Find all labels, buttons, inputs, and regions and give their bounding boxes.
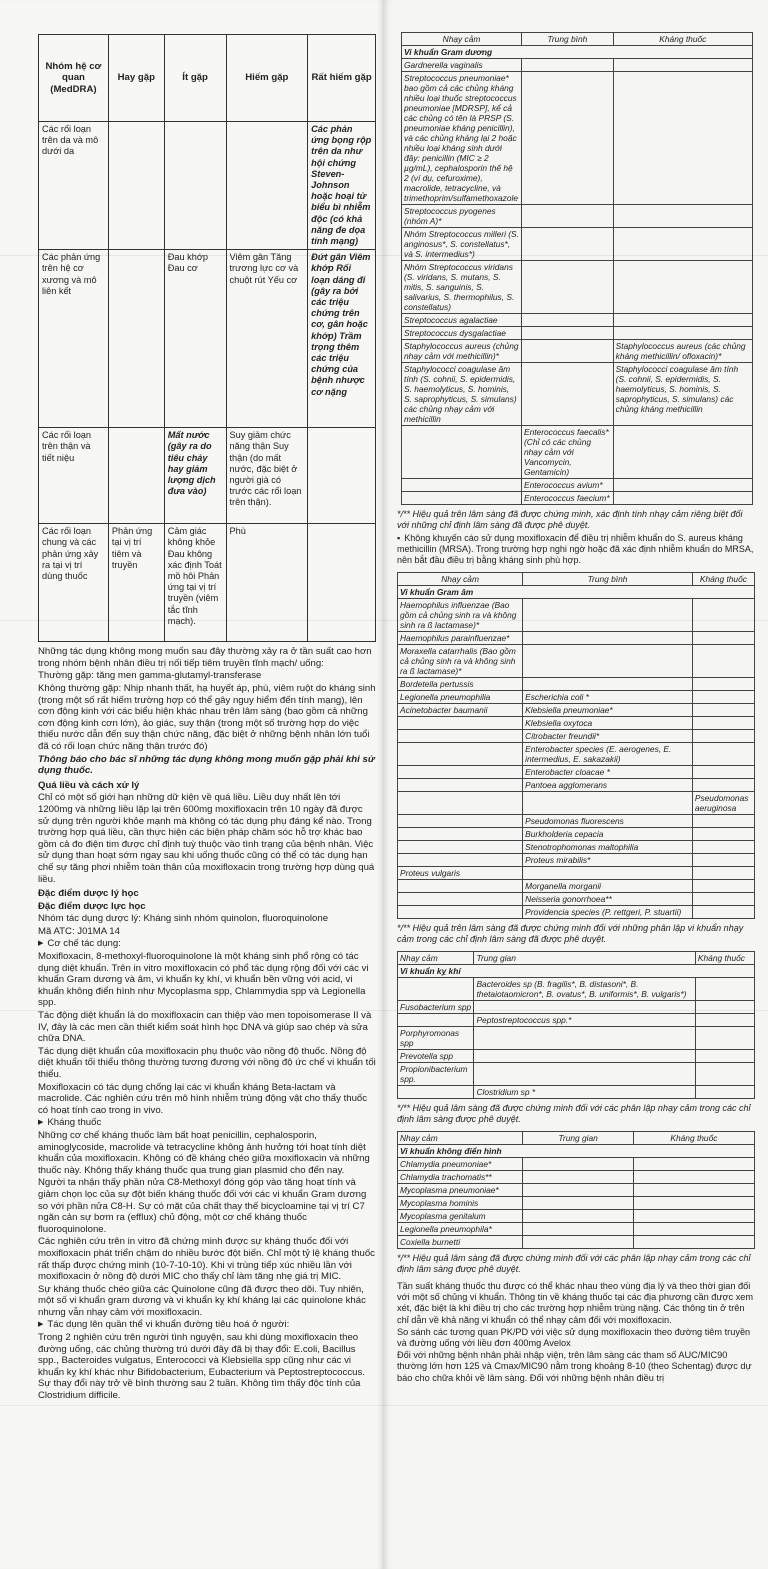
table-row (398, 828, 755, 841)
resistant-cell (692, 867, 754, 880)
header-intermediate: Trung gian (474, 952, 695, 965)
mrsa-note: ▪ Không khuyến cáo sử dụng moxifloxacin để điều trị nhiễm khuẩn do S. aureus kháng methicillin (MRSA). Trong trường hợp nghi ngờ hoặc đã xác định nhiễm khuẩn do MRSA, nên bắt đầu điều trị bằng kháng sinh phù hợp. (397, 533, 755, 566)
susceptible-cell: Prevotella spp (398, 1050, 474, 1063)
organ-class-cell: Các rối loạn trên da và mô dưới da (39, 122, 109, 250)
table-row (398, 1171, 755, 1184)
intermediate-cell (523, 645, 693, 678)
paragraph: Nhóm tác dụng dược lý: Kháng sinh nhóm quinolon, fluoroquinolone (38, 913, 329, 925)
table-row (398, 678, 755, 691)
susceptibility-table-gram-positive (401, 32, 753, 505)
susceptible-cell: Porphyromonas spp (398, 1027, 474, 1050)
resistant-cell (613, 327, 752, 340)
intermediate-cell (523, 1223, 634, 1236)
resistant-cell (613, 72, 752, 205)
susceptible-cell: Proteus vulgaris (398, 867, 523, 880)
atc-code: Mã ATC: J01MA 14 (38, 925, 120, 937)
header-rare: Hiếm gặp (226, 35, 308, 122)
intermediate-cell (523, 1210, 634, 1223)
table-row (398, 841, 755, 854)
table-row (402, 314, 753, 327)
table-note: */** Hiệu quả lâm sàng đã được chứng minh đối với các phân lập nhạy cảm trong các chỉ định lâm sàng được phê duyệt. (397, 1253, 751, 1274)
intermediate-cell (523, 1236, 634, 1249)
table-row (398, 1223, 755, 1236)
organ-class-cell: Các phản ứng trên hệ cơ xương và mô liên kết (39, 250, 109, 428)
paragraph: Tác dụng diệt khuẩn của moxifloxacin phụ thuộc vào nồng độ thuốc. Nồng độ diệt khuẩn tối thiểu thông thường tương đương với nồng độ ức chế vi khuẩn tối thiểu. (38, 1045, 376, 1081)
paragraph: So sánh các tương quan PK/PD với việc sử dụng moxifloxacin theo đường tiêm truyền và đường uống với liều đơn 400mg Avelox (397, 1326, 751, 1349)
resistant-cell (692, 730, 754, 743)
common-cell (108, 122, 164, 250)
resistant-cell (692, 906, 754, 919)
intermediate-cell: Klebsiella pneumoniae* (523, 704, 693, 717)
header-uncommon: Ít gặp (164, 35, 226, 122)
resistant-cell (695, 1050, 754, 1063)
table-row (398, 1210, 755, 1223)
intermediate-cell (521, 340, 613, 363)
table-row (398, 645, 755, 678)
header-resistant: Kháng thuốc (613, 33, 752, 46)
fold-line (0, 1010, 768, 1011)
table-header-row (402, 33, 753, 46)
susceptible-cell: Acinetobacter baumanii (398, 704, 523, 717)
paragraph: Chỉ có một số giới hạn những dữ kiện về quá liều. Liều duy nhất lên tới 1200mg và những liều lặp lại trên 600mg moxifloxacin trên 10 ngày đã được sử dụng trên người khỏe mạnh mà không có tác dụng phụ đáng kể nào. Trong trường hợp quá liều, cần thực hiện các biện pháp chăm sóc hỗ trợ khác bao gồm cả đo điện tim được chỉ định tuỳ thuộc vào tình trạng của bệnh nhân. Việc sử dụng than hoạt sớm ngay sau khi uống thuốc cũng có thể có tác dụng hạn chế sự tăng phơi nhiễm toàn thân của moxifloxacin trong trường hợp dùng quá liều. (38, 792, 375, 885)
report-notice: Thông báo cho bác sĩ những tác dụng không mong muốn gặp phải khi sử dụng thuốc. (38, 753, 375, 777)
resistant-cell (692, 691, 754, 704)
very-rare-cell (308, 524, 376, 642)
intermediate-cell: Klebsiella oxytoca (523, 717, 693, 730)
group-label: Vi khuẩn không điển hình (398, 1145, 755, 1158)
resistant-cell: Staphylococcus aureus (các chủng kháng methicillin/ ofloxacin)* (613, 340, 752, 363)
table-row (398, 779, 755, 792)
susceptible-cell: Bordetella pertussis (398, 678, 523, 691)
post-table-text (38, 646, 376, 1401)
group-row (402, 46, 753, 59)
resistant-cell: Pseudomonas aeruginosa (692, 792, 754, 815)
susceptible-cell (398, 906, 523, 919)
header-resistant: Kháng thuốc (692, 573, 754, 586)
table-row (402, 492, 753, 505)
header-organ-class: Nhóm hệ cơ quan (MedDRA) (39, 35, 109, 122)
susceptible-cell: Haemophilus influenzae (Bao gồm cả chủng sinh ra và không sinh ra ß lactamase)* (398, 599, 523, 632)
susceptible-cell: Nhóm Streptococcus milleri (S. anginosus*, S. constellatus*, và S. intermedius*) (402, 228, 522, 261)
intermediate-cell (523, 1158, 634, 1171)
susceptible-cell: Nhóm Streptococcus viridans (S. viridans, S. mutans, S. mitis, S. sanguinis, S. salivarius, S. thermophilus, S. constellatus) (402, 261, 522, 314)
susceptible-cell: Propionibacterium spp. (398, 1063, 474, 1086)
intermediate-cell (474, 1063, 695, 1086)
paragraph: Tần suất kháng thuốc thu được có thể khác nhau theo vùng địa lý và theo thời gian đối với một số chủng vi khuẩn. Thông tin về kháng thuốc tại các địa phương cần được xem xét, đặc biệt là khi điều trị cho các trường hợp nhiễm trùng nặng. Các thông tin ở trên chỉ dẫn về khả năng vi khuẩn có thể nhạy cảm đối với moxifloxacin. (397, 1281, 754, 1325)
table-note: */** Hiệu quả trên lâm sàng đã được chứng minh, xác định tính nhạy cảm riêng biệt đối với những chỉ định lâm sàng đã được phê duyệt. (397, 509, 743, 530)
header-susceptible: Nhạy cảm (402, 33, 522, 46)
uncommon-cell (164, 122, 226, 250)
table-row (39, 122, 376, 250)
resistant-cell (695, 1027, 754, 1050)
intermediate-cell: Escherichia coli * (523, 691, 693, 704)
fold-line (0, 1405, 768, 1406)
susceptible-cell (398, 717, 523, 730)
resistant-cell (692, 779, 754, 792)
intermediate-cell: Enterobacter cloacae * (523, 766, 693, 779)
table-row (398, 880, 755, 893)
resistant-cell (692, 704, 754, 717)
susceptible-cell (398, 1014, 474, 1027)
table-header-row (398, 573, 755, 586)
subheading-gut-flora: ▶ Tác dụng lên quần thể vi khuẩn đường tiêu hoá ở người: (38, 1319, 376, 1331)
resistant-cell (695, 978, 754, 1001)
header-susceptible: Nhạy cảm (398, 952, 474, 965)
susceptible-cell: Gardnerella vaginalis (402, 59, 522, 72)
table-row (398, 1001, 755, 1014)
intermediate-cell (474, 1050, 695, 1063)
intermediate-cell: Citrobacter freundii* (523, 730, 693, 743)
group-label: Vi khuẩn kỵ khí (398, 965, 755, 978)
intermediate-cell (474, 1001, 695, 1014)
susceptible-cell (398, 730, 523, 743)
intermediate-cell: Enterococcus faecium* (521, 492, 613, 505)
susceptible-cell: Haemophilus parainfluenzae* (398, 632, 523, 645)
table-row (402, 426, 753, 479)
rare-cell: Suy giảm chức năng thận Suy thận (do mất nước, đặc biệt ở người già có trước các rối loạn trên thận). (226, 428, 308, 524)
resistant-cell (633, 1236, 754, 1249)
table-row (39, 428, 376, 524)
resistant-cell (633, 1223, 754, 1236)
susceptible-cell: Streptococcus pyogenes (nhóm A)* (402, 205, 522, 228)
susceptible-cell: Legionella pneumophila* (398, 1223, 523, 1236)
susceptible-cell (398, 893, 523, 906)
table-row (398, 766, 755, 779)
group-row (398, 1145, 755, 1158)
header-susceptible: Nhạy cảm (398, 1132, 523, 1145)
susceptible-cell: Streptococcus dysgalactiae (402, 327, 522, 340)
resistant-cell (692, 815, 754, 828)
resistant-cell (695, 1086, 754, 1099)
table-row (398, 1197, 755, 1210)
susceptible-cell: Chlamydia trachomatis** (398, 1171, 523, 1184)
table-row (398, 893, 755, 906)
adverse-effects-header-row (39, 35, 376, 122)
paragraph: Những cơ chế kháng thuốc làm bất hoạt penicillin, cephalosporin, aminoglycoside, macrolide và tetracycline không ảnh hưởng tới hoạt tính diệt khuẩn của moxifloxacin. Không có đề kháng chéo giữa moxifloxacin và những thuốc này. Không thấy kháng thuốc qua trung gian plasmid cho đến nay. (38, 1129, 370, 1176)
resistant-cell (613, 205, 752, 228)
paragraph: Sự kháng thuốc chéo giữa các Quinolone cũng đã được theo dõi. Tuy nhiên, một số vi khuẩn gram dương và vi khuẩn kỵ khí kháng lại các quinolone khác nhưng vẫn nhạy cảm với moxifloxacin. (38, 1283, 366, 1318)
header-intermediate: Trung bình (523, 573, 693, 586)
adverse-effects-table (38, 34, 376, 642)
very-rare-cell: Đứt gân Viêm khớp Rối loạn dáng đi (gây ra bởi các triệu chứng trên cơ, gân hoặc khớp) Trầm trọng thêm các triệu chứng của bệnh nhược cơ nặng (308, 250, 376, 428)
very-rare-cell: Các phản ứng bọng rộp trên da như hội chứng Steven-Johnson hoặc hoại tử biểu bì nhiễm độc (có khả năng đe dọa tính mạng) (308, 122, 376, 250)
table-row (398, 730, 755, 743)
rare-cell: Phù (226, 524, 308, 642)
susceptible-cell (398, 828, 523, 841)
table-row (398, 906, 755, 919)
left-column (38, 34, 376, 1403)
table-row (398, 743, 755, 766)
intermediate-cell (521, 327, 613, 340)
susceptible-cell: Mycoplasma genitalum (398, 1210, 523, 1223)
resistant-cell (692, 766, 754, 779)
uncommon-cell: Mất nước (gây ra do tiêu chảy hay giảm lượng dịch đưa vào) (164, 428, 226, 524)
table-row (402, 261, 753, 314)
resistant-cell (613, 479, 752, 492)
table-row (398, 867, 755, 880)
intermediate-cell: Neisseria gonorrhoea** (523, 893, 693, 906)
common-cell (108, 250, 164, 428)
table-row (39, 250, 376, 428)
organ-class-cell: Các rối loạn chung và các phản ứng xảy ra tại vị trí dùng thuốc (39, 524, 109, 642)
susceptible-cell (398, 880, 523, 893)
header-intermediate: Trung gian (523, 1132, 634, 1145)
section-heading-overdose: Quá liều và cách xử lý (38, 779, 140, 791)
susceptible-cell: Streptococcus pneumoniae* bao gồm cả các chủng kháng nhiều loại thuốc streptococcus pneumoniae [MDRSP], kể cả các chủng có tên là PRSP (S. pneumoniae kháng penicillin), và các chủng kháng lại 2 hoặc nhiều loại kháng sinh dưới đây: penicillin (MIC ≥ 2 µg/mL), cephalosporin thế hệ 2 (ví dụ, cefuroxime), macrolide, tetracycline, và trimethoprim/sulfamethoxazole (402, 72, 522, 205)
susceptible-cell (398, 815, 523, 828)
table-row (402, 340, 753, 363)
susceptible-cell: Chlamydia pneumoniae* (398, 1158, 523, 1171)
susceptible-cell: Mycoplasma pneumoniae* (398, 1184, 523, 1197)
intermediate-cell: Clostridium sp * (474, 1086, 695, 1099)
resistant-cell (692, 841, 754, 854)
resistant-cell: Staphylococci coagulase âm tính (S. cohnii, S. epidermidis, S. haemolyticus, S. hominis, S. saprophyticus, S. simulans) các chủng kháng methicillin (613, 363, 752, 426)
paragraph: Thường gặp: tăng men gamma-glutamyl-transferase (38, 670, 262, 682)
paragraph: Moxifloxacin có tác dụng chống lại các vi khuẩn kháng Beta-lactam và macrolide. Các nghiên cứu trên mô hình nhiễm trùng động vật cho thấy thuốc có hoạt tính cao trong in vivo. (38, 1081, 368, 1116)
resistant-cell (692, 828, 754, 841)
paragraph: Trong 2 nghiên cứu trên người tình nguyện, sau khi dùng moxifloxacin theo đường uống, các chủng thường trú dưới đây đã bị thay đổi: E.coli, Bacillus spp., Bacteroides vulgatus, Enterococci và Klebsiella spp cũng như các vi khuẩn kỵ khí khác như Bifidobacterium, Eubacterium và Peptostreptococcus. Sự thay đổi này trở về bình thường sau 2 tuần. Không tìm thấy độc tính của Clostridium difficile. (38, 1332, 365, 1402)
table-row (398, 854, 755, 867)
common-cell: Phản ứng tại vị trí tiêm và truyền (108, 524, 164, 642)
paragraph: Các nghiên cứu trên in vitro đã chứng minh được sự kháng thuốc đối với moxifloxacin phát triển chậm do nhiều bước đột biến. Chỉ một tỷ lệ kháng thuốc rất thấp được chứng minh (10-7-10-10). Khi vi trùng tiếp xúc nhiều lần với moxifloxacin ở nồng độ dưới MIC cho thấy chỉ làm tăng nhẹ giá trị MIC. (38, 1236, 375, 1283)
subheading-resistance: ▶ Kháng thuốc (38, 1117, 376, 1129)
intermediate-cell (521, 314, 613, 327)
intermediate-cell: Pantoea agglomerans (523, 779, 693, 792)
header-resistant: Kháng thuốc (695, 952, 754, 965)
intermediate-cell: Burkholderia cepacia (523, 828, 693, 841)
resistant-cell (692, 678, 754, 691)
susceptibility-table-gram-negative (397, 572, 755, 919)
section-heading-pharmacodynamics: Đặc điểm dược lực học (38, 900, 146, 912)
susceptible-cell: Moraxella catarrhalis (Bao gồm cả chủng sinh ra và không sinh ra ß lactamase)* (398, 645, 523, 678)
susceptible-cell: Legionella pneumophilia (398, 691, 523, 704)
paragraph: Moxifloxacin, 8-methoxyl-fluoroquinolone là một kháng sinh phổ rộng có tác dụng diệt khuẩn. Trên in vitro moxifloxacin có phổ tác dụng rộng đối với các vi khuẩn Gram dương và âm, vi khuẩn kỵ khí, vi khuẩn bền vững với acid, vi khuẩn không điển hình như Mycoplasma spp, Chlammydia spp và Legionella spp. (38, 951, 369, 1009)
susceptible-cell: Coxiella burnetti (398, 1236, 523, 1249)
intermediate-cell: Pseudomonas fluorescens (523, 815, 693, 828)
resistant-cell (613, 59, 752, 72)
table-row (402, 479, 753, 492)
uncommon-cell: Cảm giác không khỏe Đau không xác định Toát mồ hôi Phản ứng tại vị trí truyền (viêm tắc tĩnh mạch). (164, 524, 226, 642)
table-row (398, 1158, 755, 1171)
intermediate-cell (523, 678, 693, 691)
resistant-cell (692, 632, 754, 645)
intermediate-cell: Enterococcus faecalis* (Chỉ có các chủng nhạy cảm với Vancomycin, Gentamicin) (521, 426, 613, 479)
table-row (398, 1050, 755, 1063)
resistant-cell (695, 1001, 754, 1014)
paragraph: Không thường gặp: Nhịp nhanh thất, hạ huyết áp, phù, viêm ruột do kháng sinh (trong một số rất hiếm trường hợp có thể gây nguy hiểm đến tính mạng), lên cơn động kinh với các biểu hiện khác nhau trên lâm sàng (bao gồm cả những cơn động kinh cơn lớn), ảo giác, suy thận (trong một số trường hợp do việc thiếu nước dẫn đến suy thận chức năng, đặc biệt ở những bệnh nhân lớn tuổi đã có rối loạn chức năng thận trước đó) (38, 683, 376, 752)
intermediate-cell (523, 1171, 634, 1184)
resistant-cell (633, 1158, 754, 1171)
susceptible-cell (398, 779, 523, 792)
table-row (398, 599, 755, 632)
organ-class-cell: Các rối loạn trên thận và tiết niệu (39, 428, 109, 524)
resistant-cell (613, 492, 752, 505)
intermediate-cell: Providencia species (P. rettgeri, P. stuartii) (523, 906, 693, 919)
header-intermediate: Trung bình (521, 33, 613, 46)
intermediate-cell (523, 632, 693, 645)
resistant-cell (613, 261, 752, 314)
resistant-cell (692, 645, 754, 678)
susceptible-cell: Fusobacterium spp (398, 1001, 474, 1014)
susceptible-cell (398, 978, 474, 1001)
susceptible-cell (398, 792, 523, 815)
paragraph: Người ta nhận thấy phần nửa C8-Methoxyl đóng góp vào tăng hoạt tính và giảm chọn lọc của sự đột biến kháng thuốc đối với các vi khuẩn Gram dương so với phần nửa C8-H. Sự có mặt của chất thay thế bicycloamine tại vị trí C7 ngăn cản sự bơm ra (efflux) chủ động, một cơ chế kháng thuốc fluoroquinolone. (38, 1177, 367, 1235)
resistant-cell (613, 314, 752, 327)
right-column (397, 32, 755, 1385)
intermediate-cell: Bacteroides sp (B. fragilis*, B. distasoni*, B. thetaiotaomicron*, B. ovatus*, B. uniformis*, B. vulgaris*) (474, 978, 695, 1001)
susceptible-cell: Staphylococci coagulase âm tính (S. cohnii, S. epidermidis, S. haemolyticus, S. hominis, S. saprophyticus, S. simulans) các chủng nhạy cảm với methicillin (402, 363, 522, 426)
table-row (398, 1086, 755, 1099)
subheading-mechanism: ▶ Cơ chế tác dụng: (38, 938, 376, 950)
table-row (398, 704, 755, 717)
header-resistant: Kháng thuốc (633, 1132, 754, 1145)
intermediate-cell (521, 59, 613, 72)
table-row (39, 524, 376, 642)
susceptible-cell (398, 854, 523, 867)
resistant-cell (692, 599, 754, 632)
resistant-cell (692, 854, 754, 867)
intermediate-cell: Proteus mirabilis* (523, 854, 693, 867)
table-note: */** Hiệu quả lâm sàng đã được chứng minh đối với các phân lập nhạy cảm trong các chỉ định lâm sàng được phê duyệt. (397, 1103, 751, 1124)
table-row (398, 1236, 755, 1249)
intermediate-cell (523, 1184, 634, 1197)
very-rare-cell (308, 428, 376, 524)
table-row (398, 1027, 755, 1050)
intermediate-cell (521, 205, 613, 228)
table-row (398, 691, 755, 704)
table-row (398, 1014, 755, 1027)
resistant-cell (692, 717, 754, 730)
susceptibility-table-anaerobes (397, 951, 755, 1099)
intermediate-cell (521, 261, 613, 314)
right-page (384, 0, 768, 1569)
paragraph: Tác động diệt khuẩn là do moxifloxacin can thiệp vào men topoisomerase II và IV, đây là các men cần thiết kiểm soát hình học DNA và giúp sao chép và sửa chữa DNA. (38, 1010, 372, 1045)
resistant-cell (633, 1171, 754, 1184)
susceptible-cell (398, 743, 523, 766)
susceptible-cell (398, 1086, 474, 1099)
paragraph: Đối với những bệnh nhân phải nhập viện, trên lâm sàng các tham số AUC/MIC90 thường lớn hơn 125 và Cmax/MIC90 nằm trong khoảng 8-10 (theo Schentag) được dự báo cho chữa khỏi về lâm sàng. Đối với những bệnh nhân điều trị (397, 1350, 752, 1383)
table-row (402, 205, 753, 228)
uncommon-cell: Đau khớp Đau cơ (164, 250, 226, 428)
susceptible-cell: Staphylococcus aureus (chủng nhạy cảm với methicillin)* (402, 340, 522, 363)
table-row (398, 1184, 755, 1197)
table-row (398, 717, 755, 730)
section-heading-pharmacology: Đặc điểm dược lý học (38, 888, 139, 900)
resistant-cell (695, 1014, 754, 1027)
resistant-cell (692, 880, 754, 893)
resistant-cell (695, 1063, 754, 1086)
table-row (398, 1063, 755, 1086)
table-header-row (398, 952, 755, 965)
intermediate-cell: Morganella morganii (523, 880, 693, 893)
group-row (398, 586, 755, 599)
rare-cell (226, 122, 308, 250)
table-row (398, 978, 755, 1001)
group-label: Vi khuẩn Gram âm (398, 586, 755, 599)
fold-line (0, 255, 768, 256)
susceptible-cell: Streptococcus agalactiae (402, 314, 522, 327)
susceptible-cell (402, 492, 522, 505)
intermediate-cell: Stenotrophomonas maltophilia (523, 841, 693, 854)
resistant-cell (633, 1210, 754, 1223)
table-header-row (398, 1132, 755, 1145)
susceptible-cell: Mycoplasma hominis (398, 1197, 523, 1210)
table-row (402, 72, 753, 205)
intermediate-cell (523, 1197, 634, 1210)
table-note: */** Hiệu quả trên lâm sàng đã được chứng minh đối với những phân lập vi khuẩn nhạy cảm trong các chỉ định lâm sàng đã được phê duyệt. (397, 923, 744, 944)
resistant-cell (613, 426, 752, 479)
table-row (398, 815, 755, 828)
resistant-cell (692, 893, 754, 906)
intermediate-cell (523, 599, 693, 632)
fold-line (0, 620, 768, 621)
table-row (402, 327, 753, 340)
header-common: Hay gặp (108, 35, 164, 122)
intermediate-cell (474, 1027, 695, 1050)
table-row (402, 59, 753, 72)
group-label: Vi khuẩn Gram dương (402, 46, 753, 59)
resistant-cell (633, 1197, 754, 1210)
susceptible-cell (398, 766, 523, 779)
susceptibility-table-atypical (397, 1131, 755, 1249)
intermediate-cell: Enterobacter species (E. aerogenes, E. intermedius, E. sakazakii) (523, 743, 693, 766)
table-row (398, 792, 755, 815)
intermediate-cell: Peptostreptococcus spp.* (474, 1014, 695, 1027)
intermediate-cell (521, 363, 613, 426)
intermediate-cell: Enterococcus avium* (521, 479, 613, 492)
susceptible-cell (398, 841, 523, 854)
resistant-cell (633, 1184, 754, 1197)
table-row (398, 632, 755, 645)
rare-cell: Viêm gân Tăng trương lực cơ và chuột rút Yếu cơ (226, 250, 308, 428)
header-very-rare: Rất hiếm gặp (308, 35, 376, 122)
common-cell (108, 428, 164, 524)
group-row (398, 965, 755, 978)
header-susceptible: Nhạy cảm (398, 573, 523, 586)
susceptible-cell (402, 479, 522, 492)
intermediate-cell (523, 792, 693, 815)
paragraph: Những tác dụng không mong muốn sau đây thường xảy ra ở tần suất cao hơn trong nhóm bệnh nhân điều trị nối tiếp tiêm truyền tĩnh mạch/ uống: (38, 646, 372, 669)
intermediate-cell (523, 867, 693, 880)
resistant-cell (692, 743, 754, 766)
susceptible-cell (402, 426, 522, 479)
table-row (402, 363, 753, 426)
intermediate-cell (521, 72, 613, 205)
